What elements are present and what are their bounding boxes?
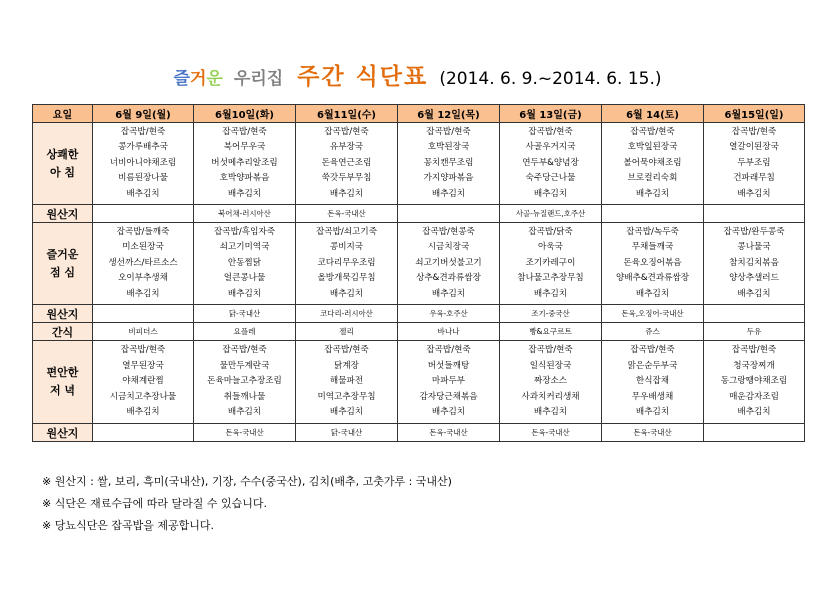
snack-cell: 요플레 [194,323,296,341]
menu-cell: 잡곡밥/현죽 사골우거지국 연두부&양념장 숙주당근나물 배추김치 [500,123,602,205]
footnote: ※ 당뇨식단은 잡곡밥을 제공합니다. [42,519,214,532]
menu-cell: 잡곡밥/현죽 일식된장국 짜장소스 사과치커리생채 배추김치 [500,341,602,424]
day-header: 6월 9일(월) [93,105,194,123]
corner-label: 요일 [33,105,93,123]
origin-cell: 조기-중국산 [500,305,602,323]
snack-cell: 쥬스 [602,323,704,341]
origin-cell [93,305,194,323]
footnotes [42,471,452,537]
day-header: 6월 14(토) [602,105,704,123]
origin-cell [93,424,194,442]
title-char: 운 [206,69,223,89]
day-header: 6월10일(화) [194,105,296,123]
menu-cell: 잡곡밥/닭죽 아욱국 조기카레구이 참나물고추장무침 배추김치 [500,223,602,305]
meal-label-dinner: 편안한 저 녁 [33,341,93,424]
snack-cell: 비피더스 [93,323,194,341]
title-part2-text: 우리집 [233,69,284,89]
title-char: 즐 [173,69,190,89]
origin-cell: 돈육-국내산 [500,424,602,442]
origin-cell [704,424,805,442]
day-header: 6월 13일(금) [500,105,602,123]
menu-cell: 잡곡밥/완두콩죽 콩나물국 참치김치볶음 양상추샐러드 배추김치 [704,223,805,305]
day-header-row [33,105,805,123]
origin-label: 원산지 [33,424,93,442]
meal-label-breakfast: 상쾌한 아 침 [33,123,93,205]
snack-cell: 두유 [704,323,805,341]
origin-cell [398,205,500,223]
menu-cell: 잡곡밥/쇠고기죽 콩비지국 코다리무우조림 올방개묵김무침 배추김치 [296,223,398,305]
origin-cell [704,205,805,223]
origin-cell: 닭-국내산 [296,424,398,442]
origin-cell: 사골-뉴질랜드,호주산 [500,205,602,223]
menu-cell: 잡곡밥/현죽 물만두계란국 돈육마늘고추장조림 취들깨나물 배추김치 [194,341,296,424]
title-part1 [174,69,223,89]
menu-cell: 잡곡밥/현죽 버섯들깨탕 마파두부 감자당근채볶음 배추김치 [398,341,500,424]
origin-cell: 우육-호주산 [398,305,500,323]
origin-label: 원산지 [33,205,93,223]
origin-label: 원산지 [33,305,93,323]
meal-label-lunch: 즐거운 점 심 [33,223,93,305]
footnote: ※ 원산지 : 쌀, 보리, 흑미(국내산), 기장, 수수(중국산), 김치(배추, 고춧가루 : 국내산) [42,475,452,488]
menu-cell: 잡곡밥/현죽 맑은순두부국 한식잡채 무우배생채 배추김치 [602,341,704,424]
footnote: ※ 식단은 재료수급에 따라 달라질 수 있습니다. [42,497,267,510]
breakfast-row [33,123,805,205]
origin-cell: 돈육-국내산 [194,424,296,442]
title-main: 주간 식단표 [297,64,429,90]
menu-cell: 잡곡밥/현죽 청국장찌개 동그랑땡야채조림 매운감자조림 배추김치 [704,341,805,424]
menu-cell: 잡곡밥/현죽 열무된장국 야채계란찜 시금치고추장나물 배추김치 [93,341,194,424]
origin-cell: 돈육-국내산 [602,424,704,442]
origin-cell [602,205,704,223]
snack-cell: 빵&요구르트 [500,323,602,341]
menu-cell: 잡곡밥/현죽 유부장국 돈육연근조림 쑥갓두부무침 배추김치 [296,123,398,205]
page-title [0,58,835,91]
menu-cell: 잡곡밥/현죽 북어무우국 버섯메추리알조림 호박양파볶음 배추김치 [194,123,296,205]
menu-cell: 잡곡밥/현죽 열갈이된장국 두부조림 건파래무침 배추김치 [704,123,805,205]
weekly-menu-table [32,104,805,442]
menu-cell: 잡곡밥/녹두죽 무채들깨국 돈육오징어볶음 양배추&견과류쌈장 배추김치 [602,223,704,305]
day-header: 6월15일(일) [704,105,805,123]
origin-cell [93,205,194,223]
origin-cell: 돈육-국내산 [398,424,500,442]
dinner-row [33,341,805,424]
breakfast-origin-row [33,205,805,223]
menu-cell: 잡곡밥/현콩죽 시금치장국 쇠고기버섯불고기 상추&견과류쌈장 배추김치 [398,223,500,305]
title-dates: (2014. 6. 9.~2014. 6. 15.) [439,69,662,89]
day-header: 6월 12일(목) [398,105,500,123]
title-char: 거 [189,69,207,89]
origin-cell: 돈육,오징어-국내산 [602,305,704,323]
origin-cell: 코다리-러시아산 [296,305,398,323]
origin-cell [704,305,805,323]
snack-cell: 바나나 [398,323,500,341]
lunch-row [33,223,805,305]
snack-cell: 젤리 [296,323,398,341]
day-header: 6월11일(수) [296,105,398,123]
snack-row [33,323,805,341]
origin-cell: 북어채-러시아산 [194,205,296,223]
dinner-origin-row [33,424,805,442]
title-part2 [234,69,289,89]
menu-cell: 잡곡밥/현죽 닭계장 해물파전 미역고추장무침 배추김치 [296,341,398,424]
menu-cell: 잡곡밥/현죽 콩가루배추국 너비아니야채조림 비름된장나물 배추김치 [93,123,194,205]
meal-label-snack: 간식 [33,323,93,341]
menu-cell: 잡곡밥/현죽 호박된장국 꽁치캔무조림 가지양파볶음 배추김치 [398,123,500,205]
menu-cell: 잡곡밥/흑임자죽 쇠고기미역국 안동찜닭 얼큰콩나물 배추김치 [194,223,296,305]
lunch-origin-row [33,305,805,323]
origin-cell: 돈육-국내산 [296,205,398,223]
menu-cell: 잡곡밥/현죽 호박잎된장국 볼어묵야채조림 브로컬리숙회 배추김치 [602,123,704,205]
origin-cell: 닭-국내산 [194,305,296,323]
menu-cell: 잡곡밥/들깨죽 미소된장국 생선까스/타르소스 오이부추생채 배추김치 [93,223,194,305]
